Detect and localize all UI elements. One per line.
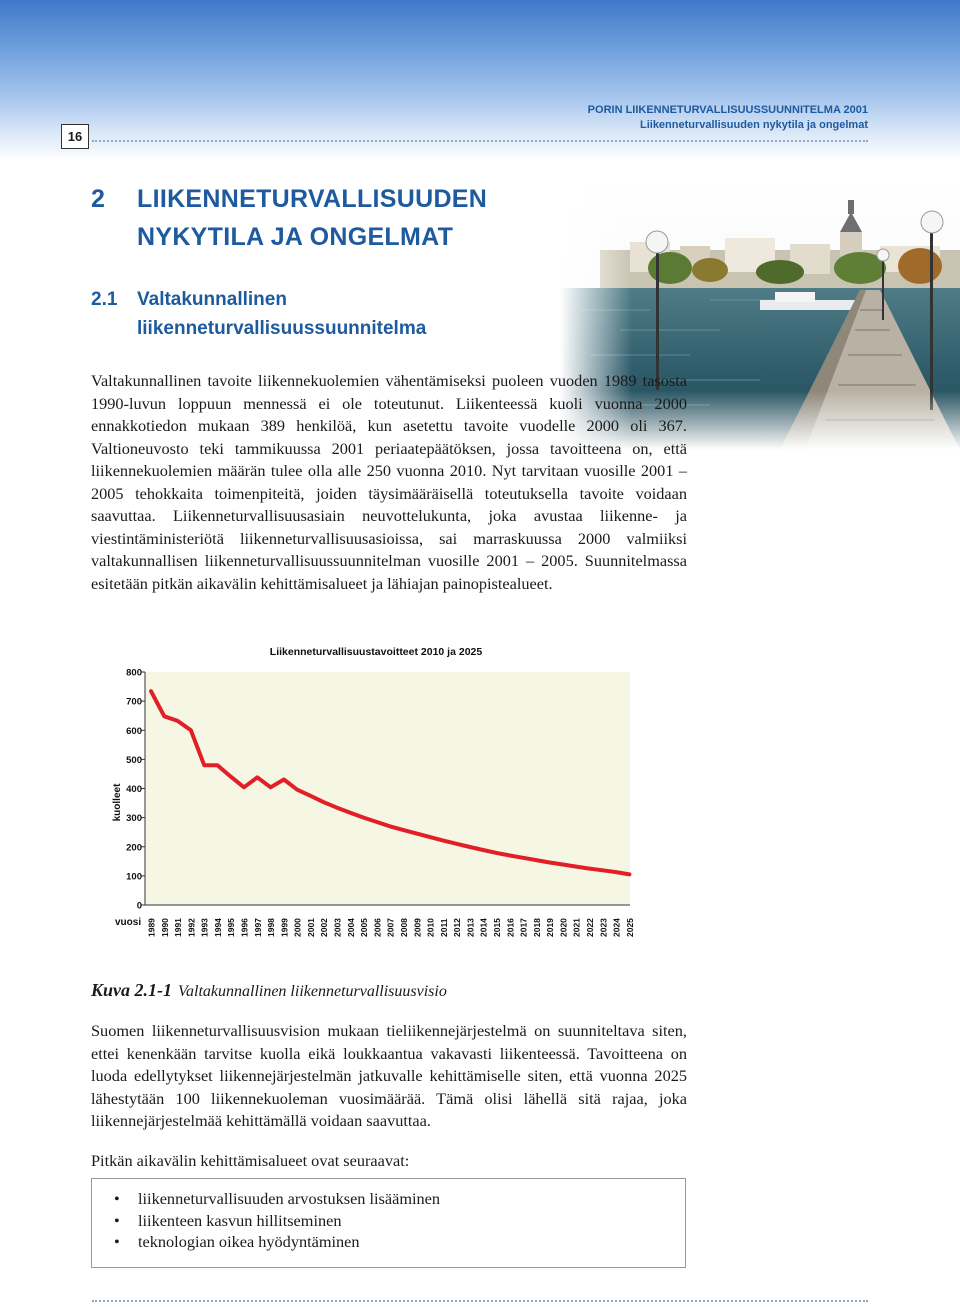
x-tick-label: 2006 <box>372 918 383 937</box>
x-tick-label: 2010 <box>425 918 436 937</box>
x-tick-label: 1989 <box>146 918 157 937</box>
x-tick-label: 2002 <box>319 918 330 937</box>
x-tick-label: 1998 <box>266 918 277 937</box>
section-title-line1: Valtakunnallinen <box>137 289 287 310</box>
chapter-heading <box>91 180 487 256</box>
list-intro: Pitkän aikavälin kehittämisalueet ovat seuraavat: <box>91 1151 410 1170</box>
x-tick-label: 2018 <box>531 918 542 937</box>
y-tick-label: 400 <box>126 784 142 795</box>
x-tick-label: 2022 <box>584 918 595 937</box>
vision-paragraph: Suomen liikenneturvallisuusvision mukaan tieliikennejärjestelmä on suunniteltava siten, ettei kenenkään tarvitse kuolla eikä loukkaantua vakavasti liikenteessä. Tavoitteena on luoda edellytykset liikennejärjestelmän jatkuvalle kehittämiselle siten, että vuonna 2025 lähestytään 100 liikennekuoleman vuosimäärää. Tämä olisi lähellä sitä rajaa, joka liikennejärjestelmää kehittämällä voidaan saavuttaa. <box>91 1021 687 1130</box>
chart-y-label: kuolleet <box>112 783 123 822</box>
x-tick-label: 1990 <box>159 918 170 937</box>
y-tick-label: 0 <box>136 900 142 912</box>
section-title-line2: liikenneturvallisuussuunnitelma <box>137 318 427 339</box>
x-tick-label: 1996 <box>239 918 250 937</box>
x-tick-label: 2000 <box>292 918 303 937</box>
x-tick-label: 1997 <box>252 918 263 937</box>
development-areas-box <box>91 1178 686 1268</box>
y-tick-label: 800 <box>126 667 142 679</box>
x-tick-label: 2021 <box>571 918 582 937</box>
y-tick-label: 700 <box>126 696 142 708</box>
figure-label: Kuva 2.1-1 <box>91 980 172 1000</box>
chapter-number: 2 <box>91 185 106 213</box>
traffic-deaths-chart <box>90 640 650 970</box>
intro-paragraph: Valtakunnallinen tavoite liikennekuolemien vähentämiseksi puoleen vuoden 1989 tasosta 1990-luvun loppuun mennessä ei ole toteutunut. Liikenteessä kuoli vuonna 2000 ennakkotiedon mukaan 389 henkilöä, kun asetettu tavoite vuodelle 2000 oli 367. Valtioneuvosto teki tammikuussa 2001 periaatepäätöksen, jossa tavoitteena on, että liikennekuolemien määrän tulee olla alle 250 vuonna 2010. Nyt tarvitaan vuosille 2001 – 2005 tehokkaita toimenpiteitä, joiden täysimääräisellä toteutuksella tavoite voidaan saavuttaa. Liikenneturvallisuusasiain neuvottelukunta, joka avustaa liikenne- ja viestintäministeriötä liikenneturvallisuusasioissa, sai marraskuussa 2000 valmiiksi valtakunnallisen liikenneturvallisuussuunnitelman vuosille 2001 – 2005. Suunnitelmassa esitetään pitkän aikavälin kehittämisalueet ja lähiajan painopistealueet. <box>91 371 687 593</box>
x-tick-label: 2009 <box>412 918 423 937</box>
figure-caption <box>91 980 447 1001</box>
x-tick-label: 1994 <box>212 918 223 937</box>
x-tick-label: 2024 <box>611 918 622 937</box>
y-tick-label: 500 <box>126 754 142 766</box>
chapter-title-line1: LIIKENNETURVALLISUUDEN <box>137 185 488 213</box>
x-tick-label: 2004 <box>345 918 356 937</box>
x-tick-label: 2023 <box>598 918 609 937</box>
chart-title: Liikenneturvallisuustavoitteet 2010 ja 2025 <box>269 646 483 658</box>
x-tick-label: 1993 <box>199 918 210 937</box>
header-sky-banner <box>0 0 960 160</box>
x-tick-label: 2013 <box>465 918 476 937</box>
x-tick-label: 2007 <box>385 918 396 937</box>
page-number: 16 <box>61 124 89 149</box>
x-tick-label: 2005 <box>359 918 370 937</box>
chart-plot-area <box>145 672 630 905</box>
section-heading <box>91 285 426 343</box>
x-tick-label: 2008 <box>398 918 409 937</box>
x-tick-label: 2011 <box>438 918 449 937</box>
x-tick-label: 2014 <box>478 918 489 937</box>
header-dotted-rule <box>92 140 868 142</box>
x-tick-label: 2012 <box>452 918 463 937</box>
x-tick-label: 2001 <box>305 918 316 937</box>
x-tick-label: 2019 <box>545 918 556 937</box>
y-tick-label: 300 <box>126 813 142 825</box>
x-tick-label: 1991 <box>173 918 184 937</box>
figure-text: Valtakunnallinen liikenneturvallisuusvisio <box>178 983 447 1000</box>
x-tick-label: 2020 <box>558 918 569 937</box>
x-tick-label: 2016 <box>505 918 516 937</box>
list-item: • liikenneturvallisuuden arvostuksen lisääminen <box>112 1188 685 1210</box>
development-areas-list <box>112 1188 685 1253</box>
running-header-title: PORIN LIIKENNETURVALLISUUSSUUNNITELMA 2001 <box>587 104 868 116</box>
section-number: 2.1 <box>91 289 118 310</box>
list-item: • teknologian oikea hyödyntäminen <box>112 1231 685 1253</box>
x-tick-label: 1999 <box>279 918 290 937</box>
running-header <box>588 103 868 133</box>
y-tick-label: 200 <box>126 842 142 854</box>
footer-dotted-rule <box>92 1300 868 1302</box>
x-tick-label: 2015 <box>491 918 502 937</box>
list-item: • liikenteen kasvun hillitseminen <box>112 1210 685 1232</box>
y-tick-label: 100 <box>126 871 142 883</box>
chapter-title-line2: NYKYTILA JA ONGELMAT <box>137 223 454 251</box>
chart-x-label: vuosi <box>115 917 142 928</box>
y-tick-label: 600 <box>126 725 142 737</box>
x-tick-label: 2017 <box>518 918 529 937</box>
x-tick-label: 1992 <box>186 918 197 937</box>
x-tick-label: 1995 <box>226 918 237 937</box>
x-tick-label: 2025 <box>624 918 635 937</box>
running-header-subtitle: Liikenneturvallisuuden nykytila ja ongelmat <box>639 119 868 131</box>
x-tick-label: 2003 <box>332 918 343 937</box>
